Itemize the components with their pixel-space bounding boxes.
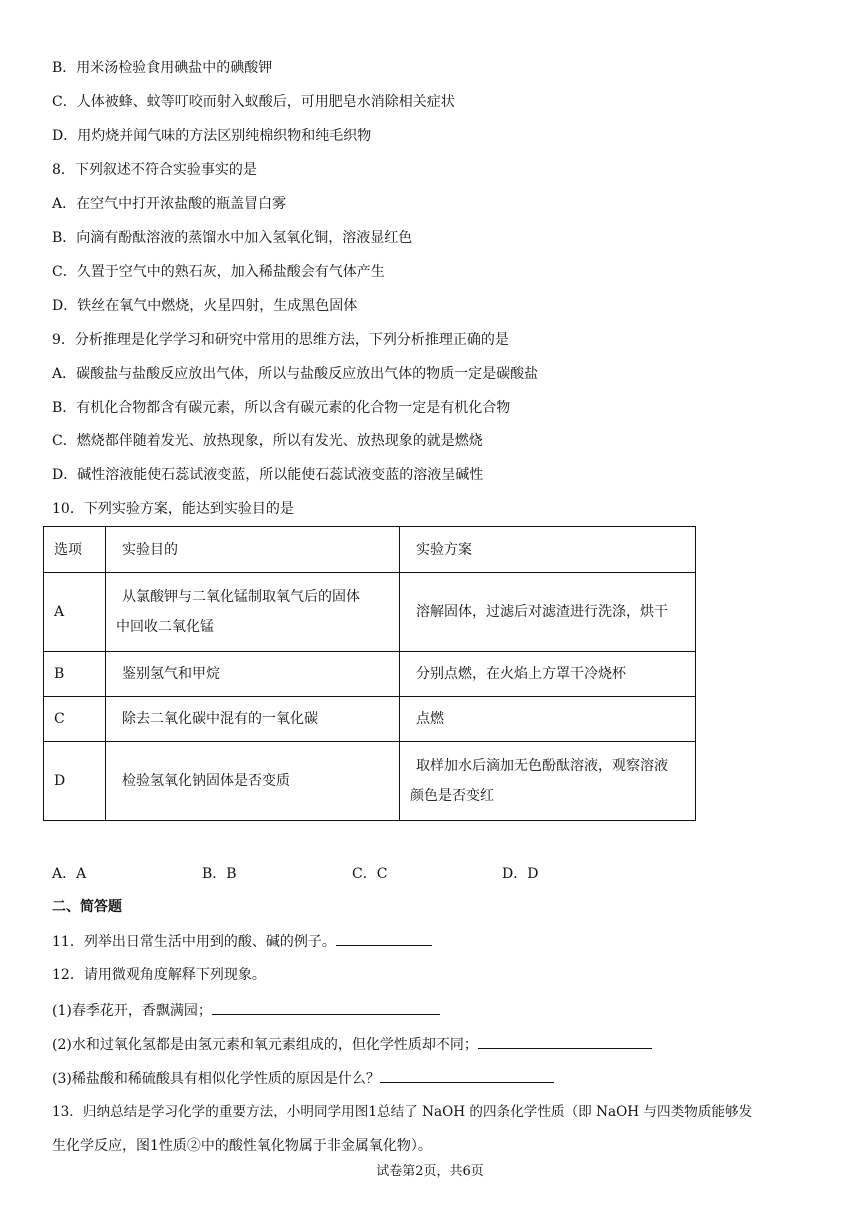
q9-option-b: B．有机化合物都含有碳元素，所以含有碳元素的化合物一定是有机化合物 bbox=[52, 400, 511, 416]
q11-line bbox=[52, 931, 432, 952]
row-plan: 溶解固体，过滤后对滤渣进行洗涤，烘干 bbox=[400, 573, 696, 652]
table-row bbox=[44, 697, 696, 742]
q9-option-a: A．碳酸盐与盐酸反应放出气体，所以与盐酸反应放出气体的物质一定是碳酸盐 bbox=[52, 366, 539, 382]
q12-stem: 12．请用微观角度解释下列现象。 bbox=[52, 967, 266, 983]
q11-text: 11．列举出日常生活中用到的酸、碱的例子。 bbox=[52, 934, 336, 950]
q8-option-d: D．铁丝在氧气中燃烧，火星四射，生成黑色固体 bbox=[52, 298, 358, 314]
q8-stem: 8．下列叙述不符合实验事实的是 bbox=[52, 162, 257, 178]
q10-stem: 10．下列实验方案，能达到实验目的是 bbox=[52, 501, 294, 517]
row-plan bbox=[400, 742, 696, 821]
q9-stem: 9．分析推理是化学学习和研究中常用的思维方法，下列分析推理正确的是 bbox=[52, 332, 509, 348]
q12-part2-blank[interactable] bbox=[478, 1034, 652, 1049]
q12-part3-text: (3)稀盐酸和稀硫酸具有相似化学性质的原因是什么？ bbox=[52, 1071, 380, 1087]
q12-part2 bbox=[52, 1034, 652, 1055]
row-plan-line1: 取样加水后滴加无色酚酞溶液，观察溶液 bbox=[416, 758, 668, 774]
row-aim: 除去二氧化碳中混有的一氧化碳 bbox=[106, 697, 400, 742]
q7-option-c: C．人体被蜂、蚊等叮咬而射入蚁酸后，可用肥皂水消除相关症状 bbox=[52, 94, 455, 110]
q12-part1 bbox=[52, 1000, 440, 1021]
row-option: A bbox=[44, 573, 106, 652]
q13-line1: 13．归纳总结是学习化学的重要方法，小明同学用图1总结了 NaOH 的四条化学性质（即 NaOH 与四类物质能够发 bbox=[52, 1104, 753, 1120]
row-plan: 点燃 bbox=[400, 697, 696, 742]
table-header-row bbox=[44, 527, 696, 573]
table-header-aim: 实验目的 bbox=[106, 527, 400, 573]
option-a: A．A bbox=[52, 866, 87, 882]
q12-part1-text: (1)春季花开，香飘满园； bbox=[52, 1003, 212, 1019]
option-d: D．D bbox=[502, 866, 539, 882]
option-c: C．C bbox=[352, 866, 388, 882]
q7-option-d: D．用灼烧并闻气味的方法区别纯棉织物和纯毛织物 bbox=[52, 128, 372, 144]
row-aim-line2: 中回收二氧化锰 bbox=[116, 619, 214, 635]
q9-option-d: D．碱性溶液能使石蕊试液变蓝，所以能使石蕊试液变蓝的溶液呈碱性 bbox=[52, 467, 484, 483]
row-option: D bbox=[44, 742, 106, 821]
table-header-plan: 实验方案 bbox=[400, 527, 696, 573]
table-row bbox=[44, 742, 696, 821]
row-plan: 分别点燃，在火焰上方罩干冷烧杯 bbox=[400, 652, 696, 697]
experiment-table bbox=[43, 526, 696, 821]
option-b: B．B bbox=[202, 866, 237, 882]
q13-line2: 生化学反应，图1性质②中的酸性氧化物属于非金属氧化物）。 bbox=[52, 1138, 432, 1154]
q12-part3 bbox=[52, 1068, 554, 1089]
q12-part2-text: (2)水和过氧化氢都是由氢元素和氧元素组成的，但化学性质却不同； bbox=[52, 1037, 478, 1053]
row-option: B bbox=[44, 652, 106, 697]
q9-option-c: C．燃烧都伴随着发光、放热现象，所以有发光、放热现象的就是燃烧 bbox=[52, 433, 483, 449]
q7-option-b: B．用米汤检验食用碘盐中的碘酸钾 bbox=[52, 60, 273, 76]
q8-option-c: C．久置于空气中的熟石灰，加入稀盐酸会有气体产生 bbox=[52, 264, 385, 280]
table-row bbox=[44, 573, 696, 652]
table-header-option: 选项 bbox=[44, 527, 106, 573]
row-aim bbox=[106, 573, 400, 652]
q12-part1-blank[interactable] bbox=[212, 1000, 440, 1015]
table-row bbox=[44, 652, 696, 697]
row-aim: 检验氢氧化钠固体是否变质 bbox=[106, 742, 400, 821]
row-aim: 鉴别氢气和甲烷 bbox=[106, 652, 400, 697]
q8-option-b: B．向滴有酚酞溶液的蒸馏水中加入氢氧化铜，溶液显红色 bbox=[52, 230, 413, 246]
q8-option-a: A．在空气中打开浓盐酸的瓶盖冒白雾 bbox=[52, 196, 287, 212]
page-footer: 试卷第2页，共6页 bbox=[376, 1164, 484, 1179]
row-option: C bbox=[44, 697, 106, 742]
q11-answer-blank[interactable] bbox=[336, 931, 432, 946]
row-aim-line1: 从氯酸钾与二氧化锰制取氧气后的固体 bbox=[122, 589, 360, 605]
q12-part3-blank[interactable] bbox=[380, 1068, 554, 1083]
section-title: 二、简答题 bbox=[52, 899, 122, 915]
row-plan-line2: 颜色是否变红 bbox=[410, 788, 494, 804]
